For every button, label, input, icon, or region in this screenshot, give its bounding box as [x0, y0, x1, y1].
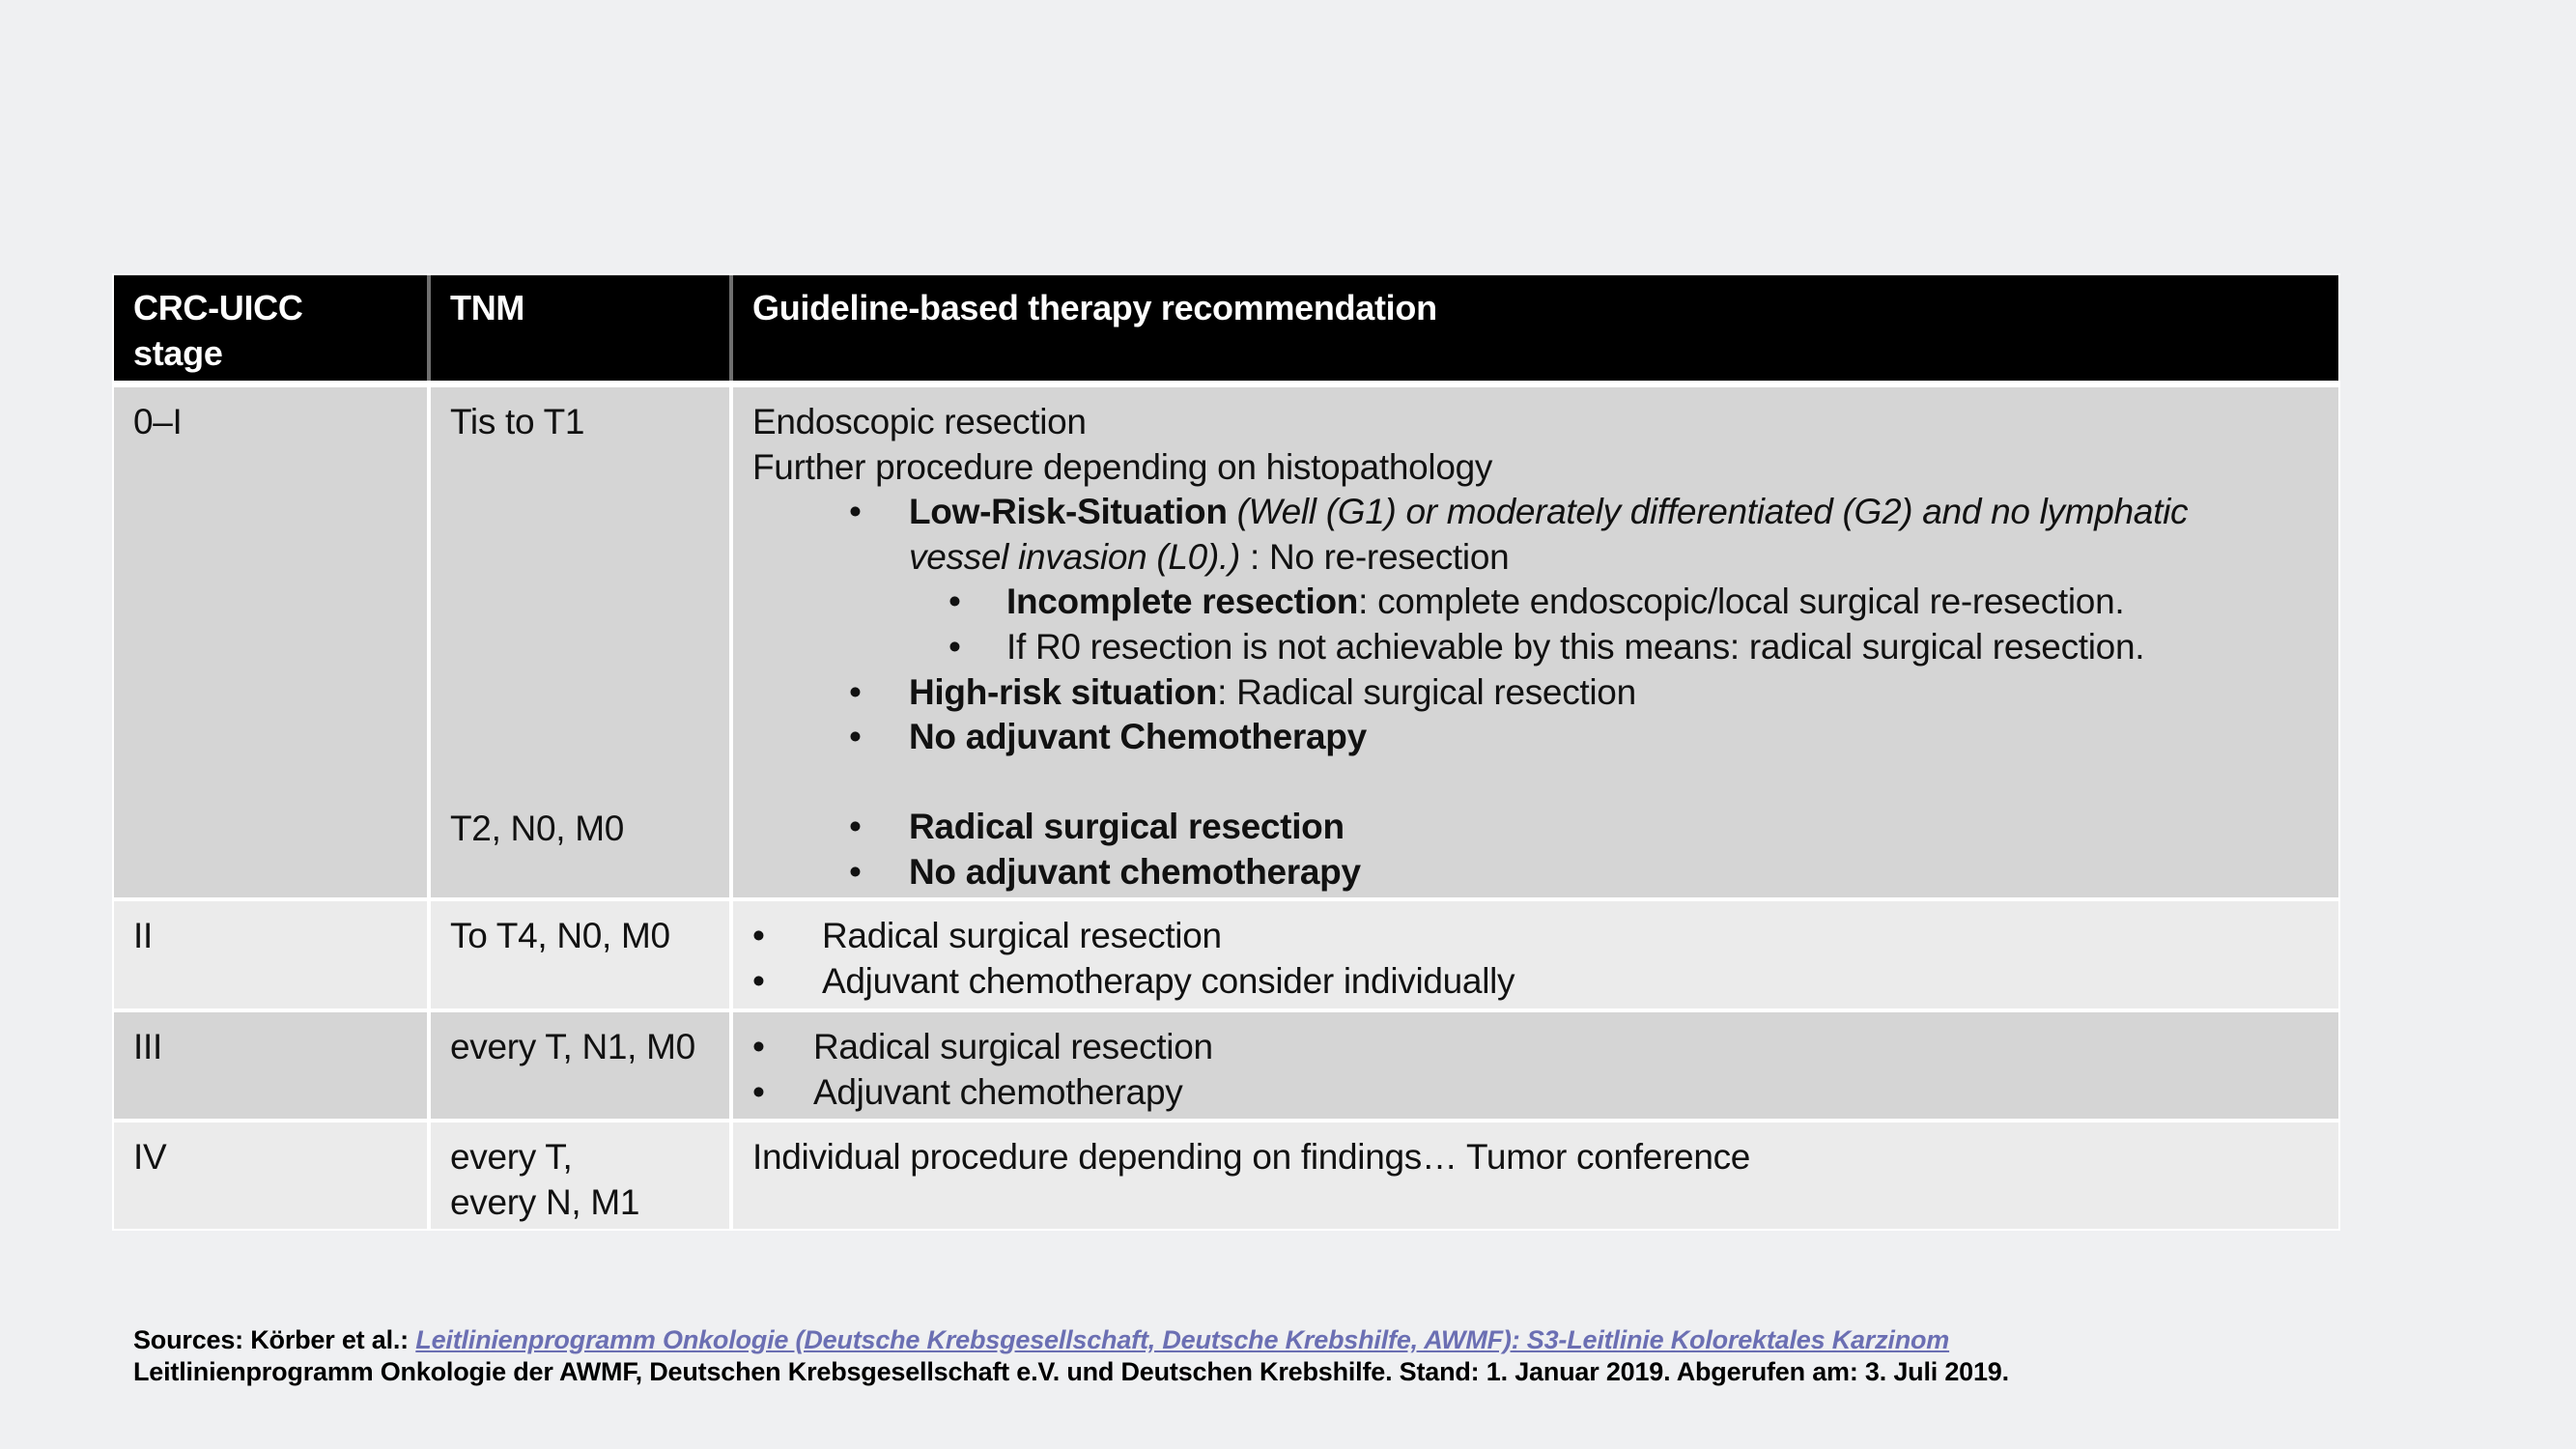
bullet-low-risk-continued — [752, 535, 2319, 581]
stage-cell: 0–I — [114, 387, 427, 897]
bullet-high-risk — [752, 670, 2319, 716]
table-row — [114, 1012, 2338, 1119]
bullet-incomplete-resection — [752, 580, 2319, 625]
sources-label: Sources: Körber et al.: — [133, 1325, 416, 1354]
tnm-cell — [431, 1122, 729, 1229]
bullet-low-risk — [752, 490, 2319, 535]
recommendation-bullet — [752, 1070, 2319, 1116]
recommendation-text: Endoscopic resection — [752, 402, 1087, 441]
recommendation-bullet — [752, 914, 2319, 959]
bullet-icon: • — [752, 1027, 765, 1066]
bullet-icon: • — [752, 960, 765, 1001]
bullet-icon: • — [849, 492, 862, 532]
table-row — [114, 901, 2338, 1009]
guideline-link[interactable]: Leitlinienprogramm Onkologie (Deutsche Krebsgesellschaft, Deutsche Krebshilfe, AWMF): S3-Leitlinie Kolorektales Karzinom — [415, 1325, 1950, 1354]
header-stage-line2: stage — [133, 333, 223, 373]
tnm-value: every T, — [450, 1137, 573, 1177]
recommendation-text: Adjuvant chemotherapy consider individually — [822, 960, 1515, 1001]
table-row — [114, 1122, 2338, 1229]
tnm-cell: every T, N1, M0 — [431, 1012, 729, 1119]
low-risk-outcome: : No re-resection — [1240, 536, 1510, 577]
recommendation-text: Further procedure depending on histopathology — [752, 446, 1493, 487]
sources-footer — [133, 1324, 2009, 1388]
stage-cell: II — [114, 901, 427, 1009]
recommendation-cell — [733, 1012, 2338, 1119]
bullet-icon: • — [948, 582, 961, 622]
bullet-icon: • — [849, 671, 862, 712]
tnm-value: every N, M1 — [450, 1181, 640, 1222]
bullet-icon: • — [849, 807, 862, 847]
header-recommendation: Guideline-based therapy recommendation — [733, 275, 2338, 381]
recommendation-text: Radical surgical resection — [813, 1027, 1213, 1066]
bullet-no-adjuvant-t2 — [752, 850, 2319, 895]
high-risk-detail: : Radical surgical resection — [1217, 671, 1636, 712]
tnm-cell — [431, 387, 729, 897]
table-row — [114, 387, 2338, 897]
no-adjuvant-t2-text: No adjuvant chemotherapy — [909, 851, 1361, 892]
bullet-r0-resection — [752, 625, 2319, 670]
sources-citation: Leitlinienprogramm Onkologie der AWMF, Deutschen Krebsgesellschaft e.V. und Deutschen Krebshilfe. Stand: 1. Januar 2019. Abgerufen am: 3. Juli 2019. — [133, 1357, 2009, 1386]
bullet-no-adjuvant — [752, 715, 2319, 760]
incomplete-resection-detail: : complete endoscopic/local surgical re-resection. — [1358, 582, 2125, 622]
recommendation-text: Radical surgical resection — [822, 916, 1222, 955]
bullet-icon: • — [948, 626, 961, 667]
recommendation-bullet — [752, 959, 2319, 1005]
recommendation-text: Adjuvant chemotherapy — [813, 1071, 1183, 1112]
bullet-radical-resection — [752, 805, 2319, 850]
bullet-icon: • — [752, 916, 765, 955]
spacer — [752, 760, 2319, 806]
low-risk-detail-continued: vessel invasion (L0).) — [909, 536, 1240, 577]
tnm-value: T2, N0, M0 — [450, 809, 624, 848]
no-adjuvant-text: No adjuvant Chemotherapy — [909, 717, 1367, 757]
therapy-table — [112, 273, 2340, 1231]
stage-cell: III — [114, 1012, 427, 1119]
header-stage — [114, 275, 427, 381]
table-header-row — [114, 275, 2338, 381]
incomplete-resection-label: Incomplete resection — [1006, 582, 1359, 622]
header-stage-line1: CRC-UICC — [133, 288, 303, 327]
r0-resection-text: If R0 resection is not achievable by this means: radical surgical resection. — [1006, 626, 2145, 667]
low-risk-label: Low-Risk-Situation — [909, 492, 1228, 532]
bullet-icon: • — [849, 851, 862, 892]
tnm-value: Tis to T1 — [450, 402, 585, 441]
stage-cell: IV — [114, 1122, 427, 1229]
recommendation-bullet — [752, 1025, 2319, 1070]
recommendation-cell — [733, 387, 2338, 897]
bullet-icon: • — [849, 717, 862, 757]
sources-line — [133, 1324, 2009, 1356]
radical-resection-text: Radical surgical resection — [909, 807, 1345, 847]
recommendation-cell: Individual procedure depending on findings… Tumor conference — [733, 1122, 2338, 1229]
high-risk-label: High-risk situation — [909, 671, 1218, 712]
header-tnm: TNM — [431, 275, 729, 381]
recommendation-cell — [733, 901, 2338, 1009]
bullet-icon: • — [752, 1071, 765, 1112]
low-risk-detail: (Well (G1) or moderately differentiated (G2) and no lymphatic — [1227, 492, 2189, 532]
tnm-cell: To T4, N0, M0 — [431, 901, 729, 1009]
